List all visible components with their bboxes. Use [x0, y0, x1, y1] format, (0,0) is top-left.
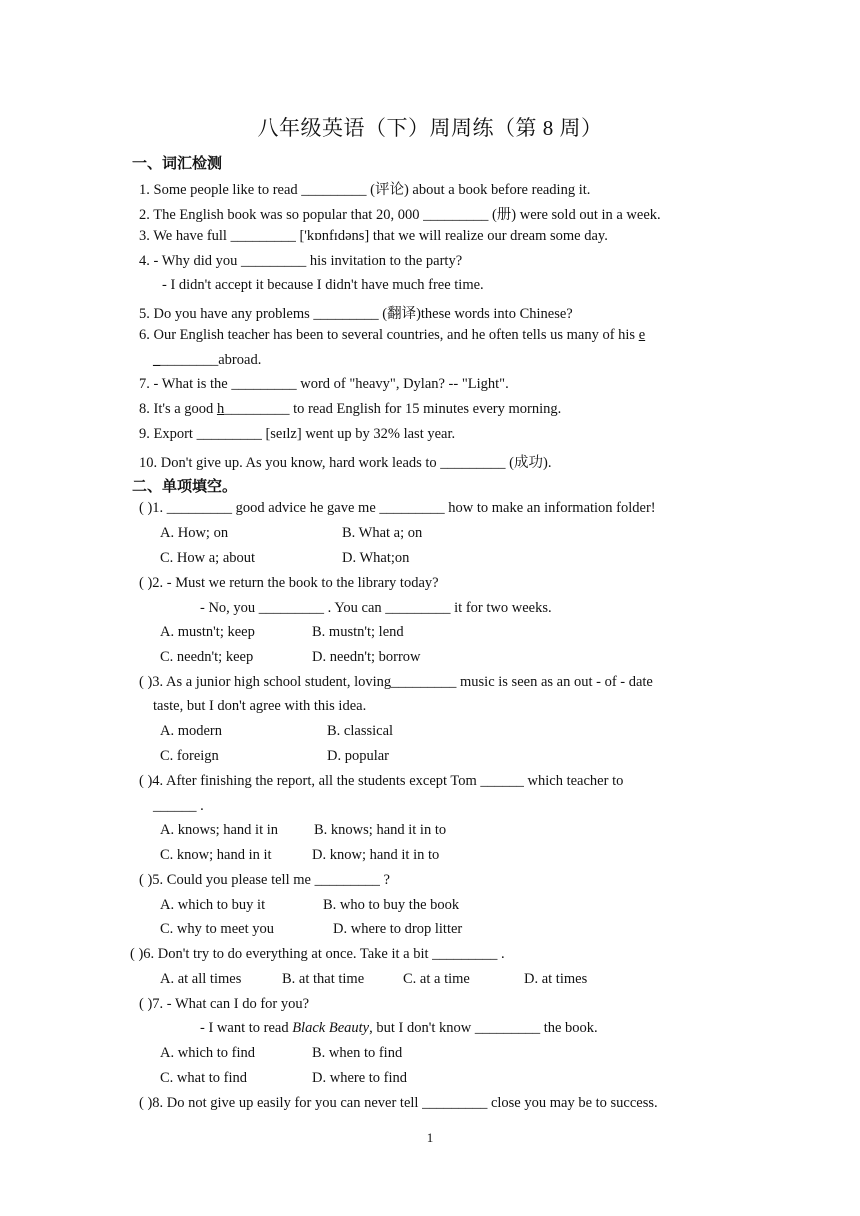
mc-question-3-line-2: taste, but I don't agree with this idea.: [153, 698, 367, 714]
mc-question-6-option-b: B. at that time: [282, 971, 365, 987]
vocab-question-4-line-1: 4. - Why did you _________ his invitation to the party?: [139, 253, 463, 269]
section-heading-multiple-choice: 二、单项填空。: [132, 477, 238, 495]
vocab-question-6-blank: _: [153, 352, 161, 368]
vocab-question-1: 1. Some people like to read _________ (评论) about a book before reading it.: [139, 182, 591, 198]
vocab-question-10: 10. Don't give up. As you know, hard work leads to _________ (成功).: [139, 455, 552, 471]
mc-question-5: ( )5. Could you please tell me _________ ?: [139, 872, 390, 888]
mc-question-2-option-d: D. needn't; borrow: [312, 649, 421, 665]
mc-question-1: ( )1. _________ good advice he gave me _________ how to make an information folder!: [139, 500, 656, 516]
section-heading-vocabulary: 一、词汇检测: [132, 154, 223, 172]
mc-question-7: ( )7. - What can I do for you?: [139, 996, 310, 1012]
mc-question-3-option-a: A. modern: [160, 723, 223, 739]
mc-question-4-option-d: D. know; hand it in to: [312, 847, 440, 863]
vocab-question-6-end: ________abroad.: [160, 352, 262, 368]
vocab-question-4-line-2: - I didn't accept it because I didn't have much free time.: [162, 277, 484, 293]
mc-question-2-option-c: C. needn't; keep: [160, 649, 254, 665]
vocab-question-6-text: 6. Our English teacher has been to several countries, and he often tells us many of his: [139, 327, 636, 343]
vocab-question-8: [139, 401, 561, 418]
mc-question-1-option-a: A. How; on: [160, 525, 229, 541]
mc-question-4-line-2: ______ .: [153, 798, 204, 814]
mc-question-3-option-d: D. popular: [327, 748, 390, 764]
mc-question-2-option-b: B. mustn't; lend: [312, 624, 404, 640]
mc-question-2: ( )2. - Must we return the book to the library today?: [139, 575, 439, 591]
vocab-question-7: 7. - What is the _________ word of "heavy", Dylan? -- "Light".: [139, 376, 509, 392]
mc-question-2-line-2: - No, you _________ . You can _________ it for two weeks.: [200, 600, 552, 616]
mc-question-7-option-c: C. what to find: [160, 1070, 247, 1086]
vocab-question-9: 9. Export _________ [seɪlz] went up by 32% last year.: [139, 426, 456, 442]
mc-question-6-option-d: D. at times: [524, 971, 588, 987]
mc-question-7-line-2-start: - I want to read: [200, 1020, 293, 1036]
mc-question-5-option-c: C. why to meet you: [160, 921, 274, 937]
mc-question-7-option-d: D. where to find: [312, 1070, 408, 1086]
vocab-question-3: 3. We have full _________ ['kɒnfɪdəns] that we will realize our dream some day.: [139, 228, 608, 244]
mc-question-7-option-b: B. when to find: [312, 1045, 403, 1061]
book-title: Black Beauty: [292, 1020, 370, 1036]
mc-question-8: ( )8. Do not give up easily for you can never tell _________ close you may be to success.: [139, 1095, 658, 1111]
mc-question-4-option-b: B. knows; hand it in to: [314, 822, 447, 838]
vocab-question-5: 5. Do you have any problems _________ (翻译)these words into Chinese?: [139, 306, 573, 322]
mc-question-1-option-b: B. What a; on: [342, 525, 423, 541]
mc-question-5-option-b: B. who to buy the book: [323, 897, 460, 913]
mc-question-1-option-d: D. What;on: [342, 550, 410, 566]
mc-question-7-option-a: A. which to find: [160, 1045, 256, 1061]
mc-question-3-line-1: ( )3. As a junior high school student, loving_________ music is seen as an out - of - date: [139, 674, 653, 690]
mc-question-5-option-a: A. which to buy it: [160, 897, 266, 913]
mc-question-1-option-c: C. How a; about: [160, 550, 256, 566]
mc-question-2-option-a: A. mustn't; keep: [160, 624, 255, 640]
mc-question-7-line-2-end: , but I don't know _________ the book.: [369, 1020, 598, 1036]
mc-question-6-option-a: A. at all times: [160, 971, 242, 987]
mc-question-3-option-c: C. foreign: [160, 748, 219, 764]
mc-question-7-line-2: [200, 1020, 598, 1037]
mc-question-4-option-c: C. know; hand in it: [160, 847, 272, 863]
mc-question-6-option-c: C. at a time: [403, 971, 470, 987]
page-number: 1: [426, 1130, 434, 1145]
mc-question-5-option-d: D. where to drop litter: [333, 921, 463, 937]
mc-question-6: ( )6. Don't try to do everything at once. Take it a bit _________ .: [130, 946, 505, 962]
vocab-question-8-start: 8. It's a good: [139, 401, 217, 417]
page-title: 八年级英语（下）周周练（第 8 周）: [257, 116, 603, 140]
mc-question-3-option-b: B. classical: [327, 723, 394, 739]
vocab-question-6-line-2: [153, 352, 261, 369]
vocab-question-6-line-1: [139, 327, 645, 344]
mc-question-4-line-1: ( )4. After finishing the report, all the students except Tom ______ which teacher to: [139, 773, 624, 789]
vocab-question-8-end: _________ to read English for 15 minutes every morning.: [224, 401, 562, 417]
vocab-question-2: 2. The English book was so popular that 20, 000 _________ (册) were sold out in a week.: [139, 207, 661, 223]
vocab-question-8-first-letter: h: [216, 401, 225, 417]
mc-question-4-option-a: A. knows; hand it in: [160, 822, 279, 838]
vocab-question-6-first-letter: e: [638, 327, 646, 343]
